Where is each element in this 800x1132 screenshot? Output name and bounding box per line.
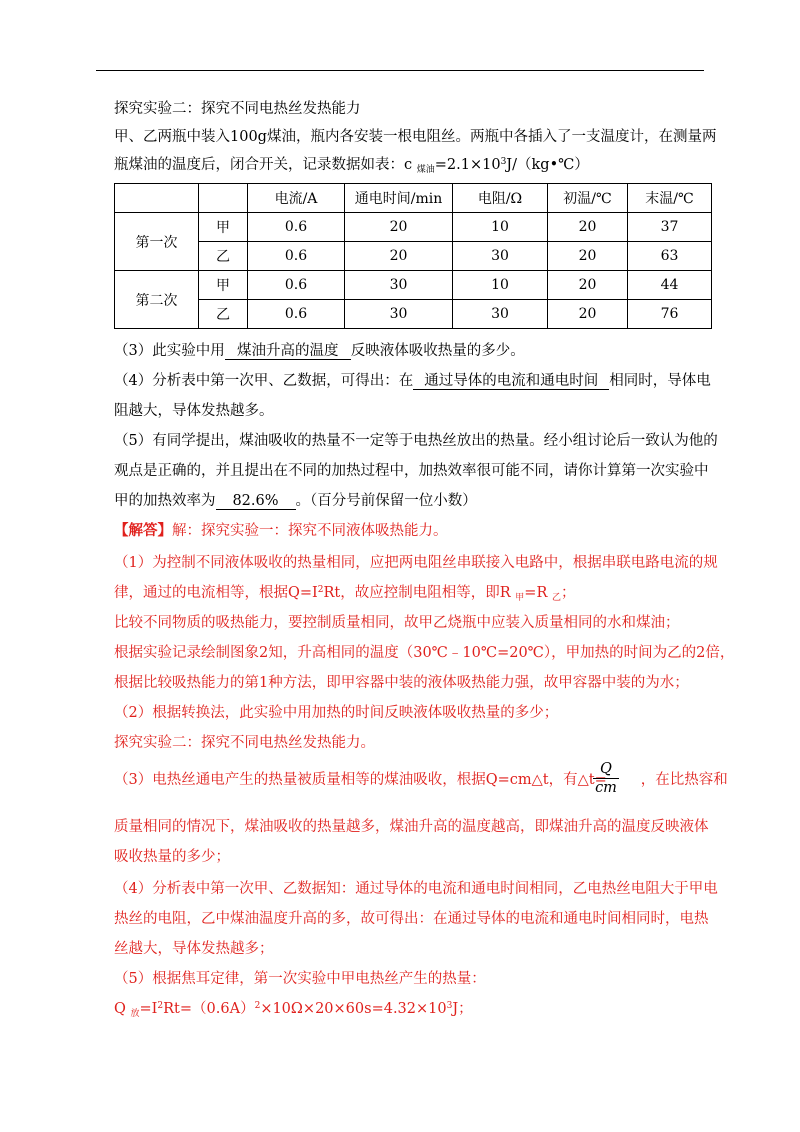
header-rule (96, 70, 704, 71)
answer-3-line-2: 质量相同的情况下，煤油吸收的热量越多，煤油升高的温度越高，即煤油升高的温度反映液体 (114, 819, 709, 835)
cell: 20 (345, 242, 453, 271)
answer-1-line-5: 根据比较吸热能力的第1种方法，即甲容器中装的液体吸热能力强，故甲容器中装的为水； (114, 675, 689, 691)
group-label: 第二次 (115, 271, 199, 329)
answer-5-line-1: （5）根据焦耳定律，第一次实验中甲电热丝产生的热量： (114, 971, 486, 987)
answer-5-line-2: Q $_放=I^2Rt=(0.6A)^2\times 10\Omega\times 20\times 60s=4.32\times 10^3J$； (114, 1001, 473, 1019)
answer-tag: 【解答】 (114, 522, 172, 539)
answer-1-line-4: 根据实验记录绘制图象2知，升高相同的温度（30℃﹣10℃=20℃），甲加热的时间为乙的2倍， (114, 645, 735, 661)
cell: 0.6 (248, 300, 345, 329)
data-table (114, 183, 712, 329)
cell: 20 (548, 213, 628, 242)
question-3: （3）此实验中用 煤油升高的温度 反映液体吸收热量的多少。 (114, 343, 525, 359)
cell: 76 (628, 300, 712, 329)
row-label: 乙 (199, 242, 248, 271)
cell: 30 (453, 300, 548, 329)
answer-1-line-3: 比较不同物质的吸热能力，要控制质量相同，故甲乙烧瓶中应装入质量相同的水和煤油； (114, 615, 680, 631)
cell: 0.6 (248, 271, 345, 300)
table-row (115, 242, 712, 271)
answer-blank-3: 煤油升高的温度 (225, 343, 351, 360)
cell: 30 (453, 242, 548, 271)
row-label: 乙 (199, 300, 248, 329)
question-5-line-1: （5）有同学提出，煤油吸收的热量不一定等于电热丝放出的热量。经小组讨论后一致认为他的 (114, 433, 718, 449)
cell: 37 (628, 213, 712, 242)
table-row (115, 300, 712, 329)
cell: 44 (628, 271, 712, 300)
group-label: 第一次 (115, 213, 199, 271)
cell: 30 (345, 300, 453, 329)
intro-line-1: 甲、乙两瓶中装入100g煤油，瓶内各安装一根电阻丝。两瓶中各插入了一支温度计，在测量两 (114, 129, 717, 145)
answer-1-line-1: （1）为控制不同液体吸收的热量相同，应把两电阻丝串联接入电路中，根据串联电路电流的规 (114, 555, 718, 571)
question-5-line-3: 甲的加热效率为 82.6% 。（百分号前保留一位小数） (114, 493, 477, 509)
fraction-q-over-cm (591, 760, 621, 797)
question-4-line-2: 阻越大，导体发热越多。 (114, 403, 274, 419)
answer-2: （2）根据转换法，此实验中用加热的时间反映液体吸收热量的多少； (114, 705, 559, 721)
intro-line-2: 瓶煤油的温度后，闭合开关，记录数据如表：c $_{煤油}=2.1\times 10^3J/(kg•℃)$ (114, 157, 589, 175)
answer-2-section: 探究实验二：探究不同电热丝发热能力。 (114, 735, 375, 751)
th-final-temp: 末温/℃ (628, 184, 712, 213)
table-row (115, 271, 712, 300)
answer-3-line-1: （3）电热丝通电产生的热量被质量相等的煤油吸收，根据Q=cm△t，有△t= ，在比热容和 (114, 772, 728, 788)
answer-blank-4: 通过导体的电流和通电时间 (413, 373, 609, 390)
answer-4-line-1: （4）分析表中第一次甲、乙数据知：通过导体的电流和通电时间相同，乙电热丝电阻大于甲电 (114, 881, 718, 897)
cell: 30 (345, 271, 453, 300)
answer-1-line-2: 律，通过的电流相等，根据$Q=I^2Rt$，故应控制电阻相等，即R $_甲$=R $_乙$； (114, 585, 576, 603)
cell: 10 (453, 271, 548, 300)
answer-4-line-2: 热丝的电阻，乙中煤油温度升高的多，故可得出：在通过导体的电流和通电时间相同时，电热 (114, 911, 709, 927)
cell: 20 (345, 213, 453, 242)
answer-intro: 【解答】解：探究实验一：探究不同液体吸热能力。 (114, 522, 448, 539)
table-header-row (115, 184, 712, 213)
table-row (115, 213, 712, 242)
row-label: 甲 (199, 271, 248, 300)
section-title: 探究实验二：探究不同电热丝发热能力 (114, 101, 361, 117)
corner-cell (115, 184, 199, 213)
cell: 0.6 (248, 213, 345, 242)
cell: 20 (548, 242, 628, 271)
row-label: 甲 (199, 213, 248, 242)
question-4-line-1: （4）分析表中第一次甲、乙数据，可得出：在 通过导体的电流和通电时间 相同时，导体电 (114, 373, 711, 389)
cell: 0.6 (248, 242, 345, 271)
cell: 20 (548, 300, 628, 329)
cell: 10 (453, 213, 548, 242)
th-initial-temp: 初温/℃ (548, 184, 628, 213)
cell: 63 (628, 242, 712, 271)
th-resistance: 电阻/Ω (453, 184, 548, 213)
answer-3-line-3: 吸收热量的多少； (114, 849, 230, 865)
th-time: 通电时间/min (345, 184, 453, 213)
corner-cell-2 (199, 184, 248, 213)
answer-4-line-3: 丝越大，导体发热越多； (114, 941, 274, 957)
fraction-denominator: cm (595, 780, 617, 796)
cell: 20 (548, 271, 628, 300)
question-5-line-2: 观点是正确的，并且提出在不同的加热过程中，加热效率很可能不同，请你计算第一次实验中 (114, 463, 709, 479)
th-current: 电流/A (248, 184, 345, 213)
answer-blank-5: 82.6% (216, 493, 296, 510)
fraction-numerator: Q (600, 761, 612, 777)
